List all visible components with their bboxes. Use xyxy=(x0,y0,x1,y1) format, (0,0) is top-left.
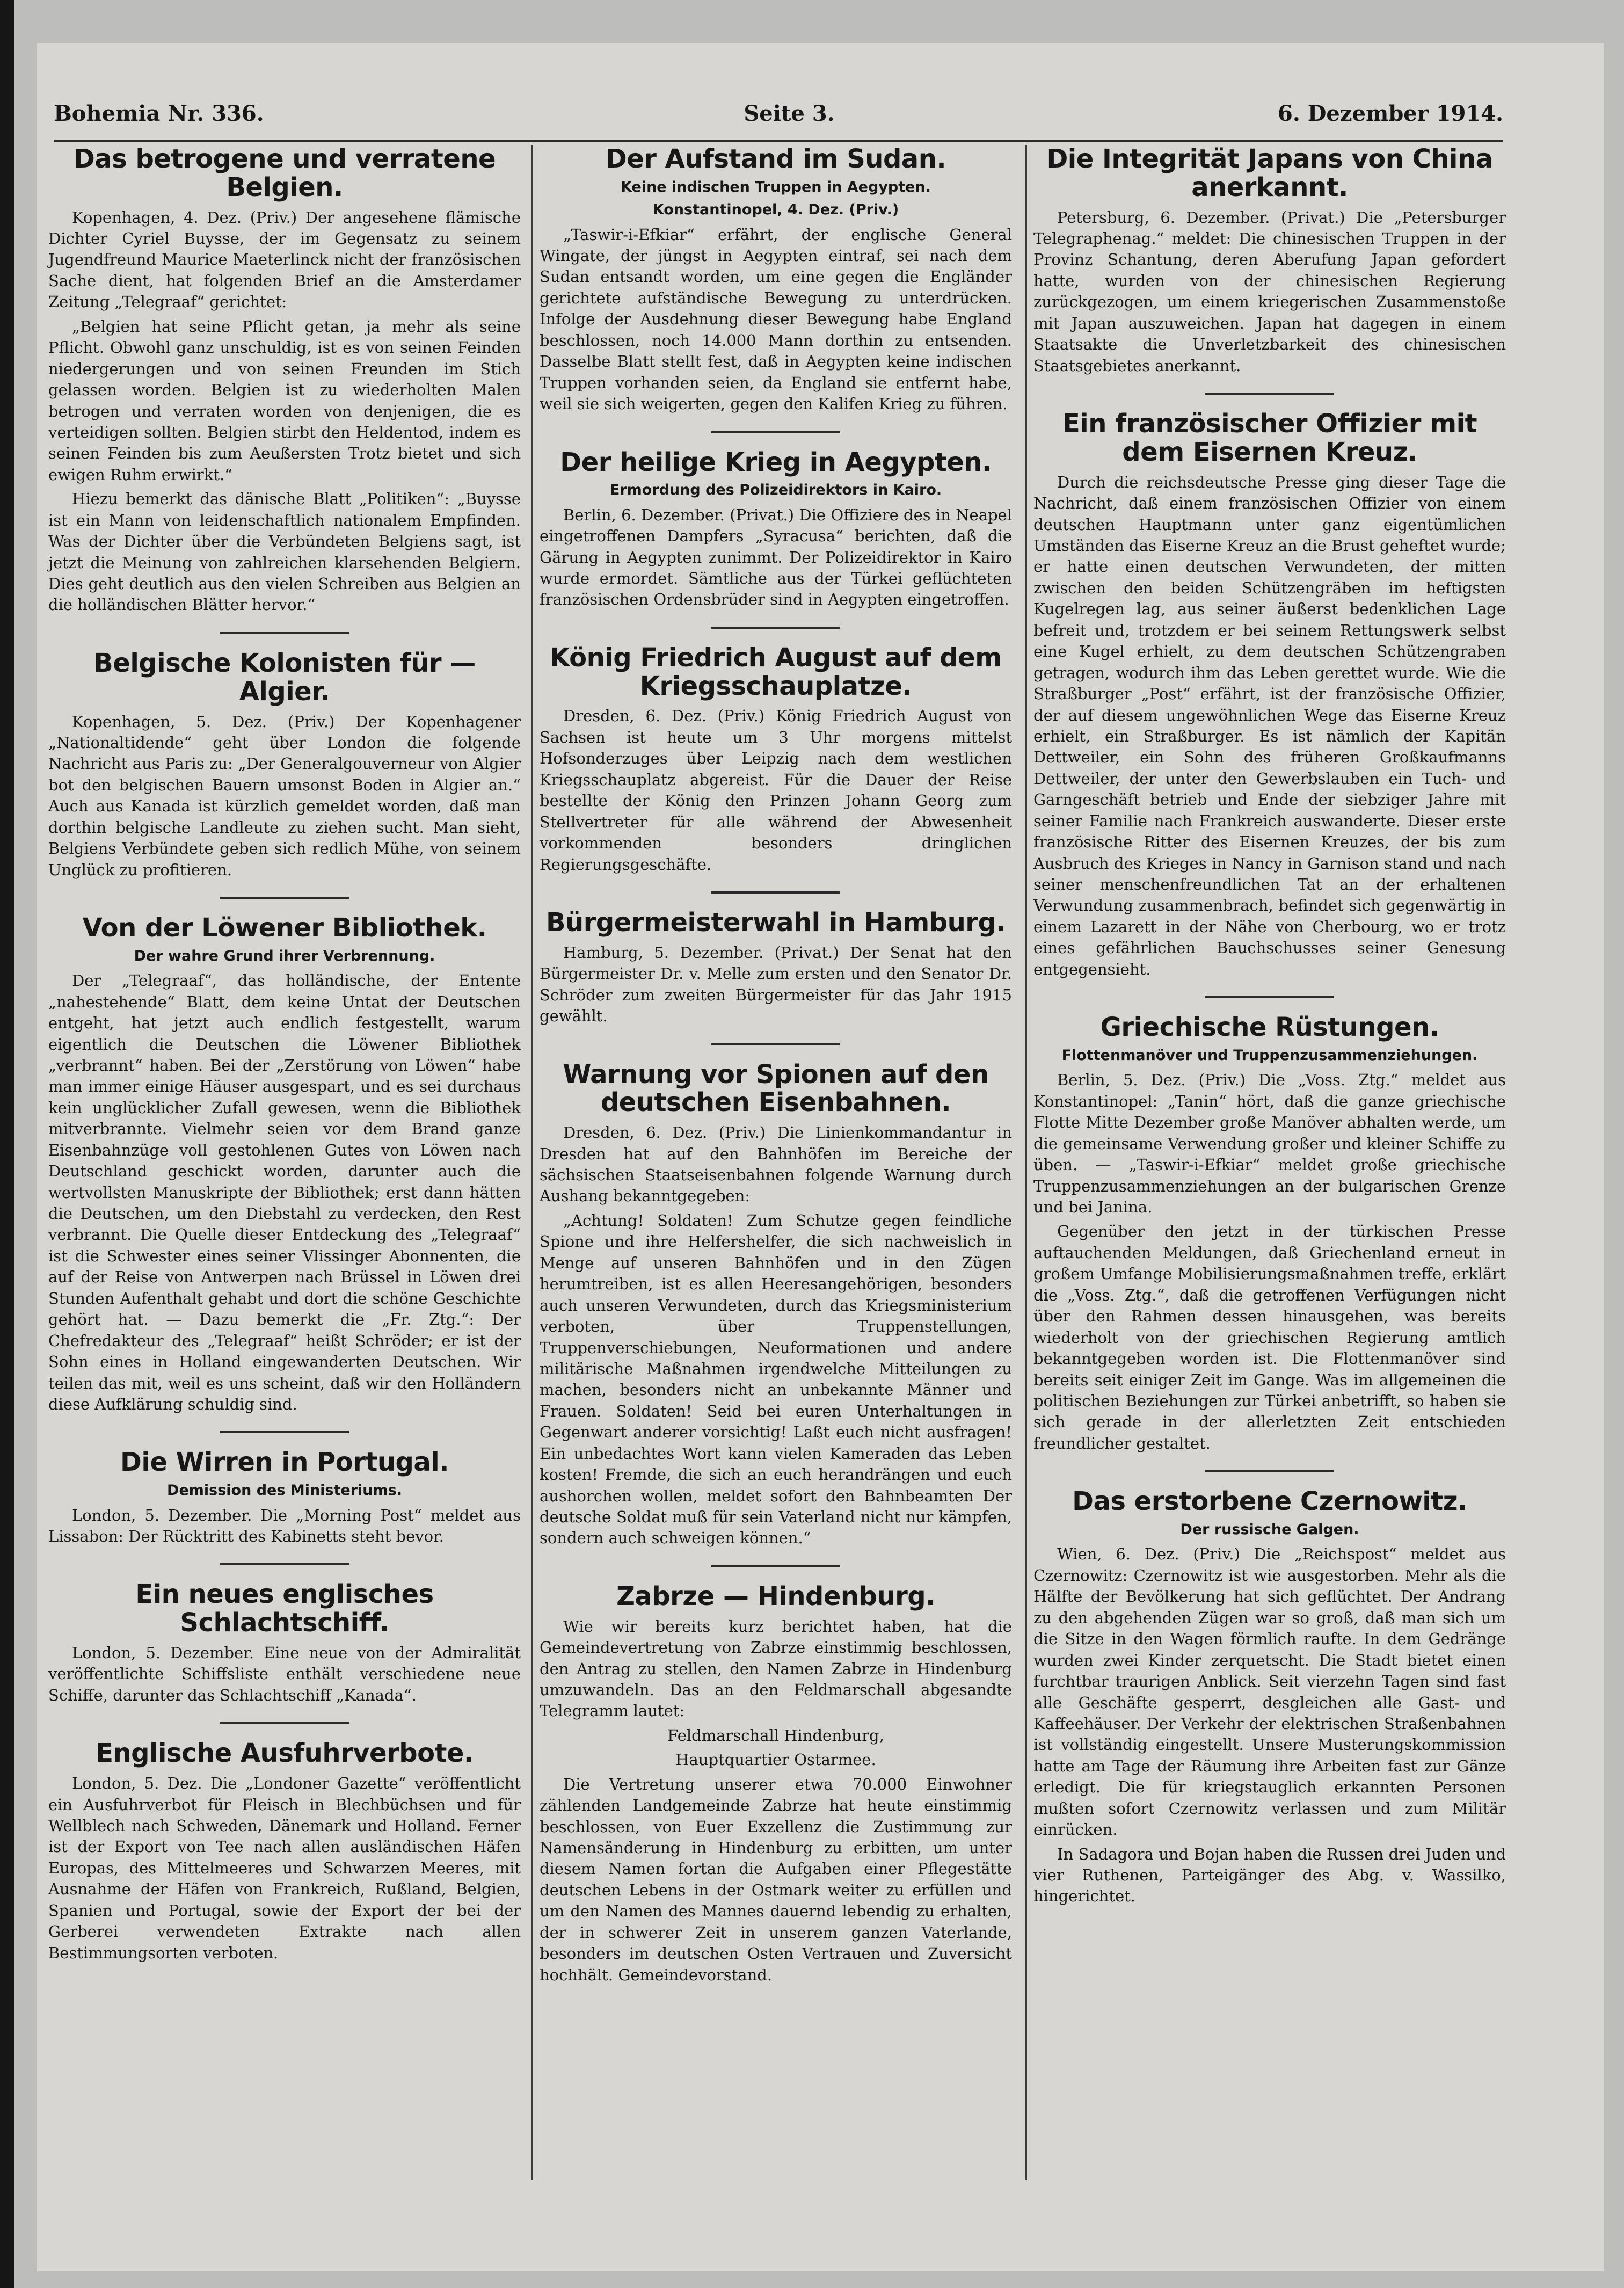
article-paragraph: London, 5. Dezember. Die „Morning Post“ meldet aus Lissabon: Der Rücktritt des Kabinetts steht bevor. xyxy=(48,1506,521,1545)
article-separator xyxy=(220,1563,349,1565)
article-paragraph: Gegenüber den jetzt in der türkischen Presse auftauchenden Meldungen, daß Griechenland erneut in großem Umfange Mobilisierungsmaßnahmen treffe, erklärt die „Voss. Ztg.“, daß die getroffenen Verfügungen nicht über den Rahmen dessen hinausgehen, was bereits wiederholt von der griechischen Regierung amtlich bekanntgegeben worden ist. Die Flottenmanöver sind bereits seit einiger Zeit im Gange. Was im allgemeinen die politischen Beziehungen zur Türkei anbetrifft, so haben sie sich gerade in der allerletzten Zeit entschieden freundlicher gestaltet. xyxy=(1033,1222,1506,1452)
article-title: Das erstorbene Czernowitz. xyxy=(1072,1486,1467,1517)
article-paragraph: Die Vertretung unserer etwa 70.000 Einwohner zählenden Landgemeinde Zabrze hat heute einstimmig beschlossen, von Euer Exzellenz die Zustimmung zur Namensänderung in Hindenburg zu erbitten, um unter diesem Namen fortan die Aufgaben einer Pflegestätte deutschen Lebens in der Ostmark weiter zu erfüllen und um den Namen des Mannes dauernd lebendig zu erhalten, der in schwerer Zeit in unserem ganzen Vaterlande, besonders im deutschen Osten Vertrauen und Zuversicht hochhält. Gemeindevorstand. xyxy=(540,1775,1012,1984)
article-paragraph: Durch die reichsdeutsche Presse ging dieser Tage die Nachricht, daß einem französischen Offizier von einem deutschen Hauptmann unter ganz eigentümlichen Umständen das Eiserne Kreuz an die Brust geheftet wurde; er hatte einen deutschen Verwundeten, der mitten zwischen den beiden Schützengräben im heftigsten Kugelregen lag, aus seiner äußerst bedenklichen Lage befreit und, trotzdem er bei seinem Rettungswerk selbst eine Kugel erhielt, zu dem deutschen Schützengraben getragen, wodurch ihm das Leben gerettet wurde. Wie die Straßburger „Post“ erfährt, ist der französische Offizier, der auf diesem ungewöhnlichen Wege das Eiserne Kreuz erhielt, ein Straßburger. Es ist nämlich der Kapitän Dettweiler, ein Sohn des früheren Großkaufmanns Dettweiler, der unter den Gewerbslauben ein Tuch- und Garngeschäft betrieb und Ende der siebziger Jahre mit seiner Familie nach Frankreich auswanderte. Dieser erste französische Ritter des Eisernen Kreuzes, der bis zum Ausbruch des Krieges in Nancy in Garnison stand und nach seiner menschenfreundlichen Tat an der erhaltenen Verwundung zusammenbrach, befindet sich gegenwärtig in einem Lazarett in der Nähe von Cherbourg, wo er trotz eines gefährlichen Bauchschusses seiner Genesung entgegensieht. xyxy=(1033,473,1506,978)
column-left xyxy=(48,145,521,1980)
article-paragraph: London, 5. Dezember. Eine neue von der Admiralität veröffentlichte Schiffsliste enthält verschiedene neue Schiffe, darunter das Schlachtschiff „Kanada“. xyxy=(48,1644,521,1704)
article-separator xyxy=(220,897,349,899)
article-ausfuhrverbote xyxy=(48,1739,521,1964)
header-page-number: Seite 3. xyxy=(744,101,835,126)
column-middle xyxy=(540,145,1012,2002)
article-separator xyxy=(220,632,349,634)
article-title: Ein französischer Offizier mit dem Eisernen Kreuz. xyxy=(1062,409,1477,467)
article-title: Der heilige Krieg in Aegypten. xyxy=(560,447,992,477)
article-title: Von der Löwener Bibliothek. xyxy=(82,913,487,943)
article-paragraph: Berlin, 5. Dez. (Priv.) Die „Voss. Ztg.“ meldet aus Konstantinopel: „Tanin“ hört, daß die ganze griechische Flotte Mitte Dezember große Manöver abhalten werde, um die gemeinsame Verwendung großer und kleiner Schiffe zu üben. — „Taswir-i-Efkiar“ meldet große griechische Truppenzusammenziehungen an der bulgarischen Grenze und bei Janina. xyxy=(1033,1071,1506,1216)
article-title: Ein neues englisches Schlachtschiff. xyxy=(135,1579,434,1638)
article-separator xyxy=(711,431,840,433)
article-subtitle: Keine indischen Truppen in Aegypten. xyxy=(621,178,931,195)
article-hamburg xyxy=(540,909,1012,1027)
article-paragraph: „Achtung! Soldaten! Zum Schutze gegen feindliche Spione und ihre Helfershelfer, die sich nachweislich in Menge auf unseren Bahnhöfen und in den Zügen herumtreiben, ist es allen Heeresangehörigen, besonders auch unseren Verwundeten, durch das Kriegsministerium verboten, über Truppenstellungen, Truppenverschiebungen, Neuformationen und andere militärische Maßnahmen irgendwelche Mitteilungen zu machen, besonders nicht an unbekannte Männer und Frauen. Soldaten! Seid bei euren Unterhaltungen in Gegenwart anderer vorsichtig! Laßt euch nicht ausfragen! Ein unbedachtes Wort kann vielen Kameraden das Leben kosten! Fremde, die sich an euch herandrängen und euch aushorchen wollen, meldet sofort den Bahnbeamten Der deutsche Soldat muß für sein Vaterland nicht nur kämpfen, sondern auch schweigen können.“ xyxy=(540,1211,1012,1548)
article-title: Die Wirren in Portugal. xyxy=(120,1447,449,1478)
header-date: 6. Dezember 1914. xyxy=(1278,101,1503,126)
header-paper-number: Bohemia Nr. 336. xyxy=(54,101,264,126)
article-kolonisten xyxy=(48,649,521,881)
article-paragraph: London, 5. Dez. Die „Londoner Gazette“ veröffentlicht ein Ausfuhrverbot für Fleisch in Blechbüchsen und für Wellblech nach Schweden, Dänemark und Holland. Ferner ist der Export von Tee nach allen ausländischen Häfen Europas, des Mittelmeeres und Schwarzen Meeres, mit Ausnahme der Häfen von Frankreich, Rußland, Belgien, Spanien und Portugal, sowie der Export der bei der Gerberei verwendeten Extrakte nach allen Bestimmungsorten verboten. xyxy=(48,1774,521,1962)
article-separator xyxy=(711,1043,840,1045)
article-paragraph: „Belgien hat seine Pflicht getan, ja mehr als seine Pflicht. Obwohl ganz unschuldig, ist es von seinen Feinden niedergerungen und von seinen Freunden im Stich gelassen worden. Belgien ist zu wiederholten Malen betrogen und verraten worden von denjenigen, die es verteidigen sollten. Belgien stirbt den Heldentod, indem es seinen Feinden bis zum Aeußersten Trotz bietet und sich ewigen Ruhm erwirkt.“ xyxy=(48,317,521,484)
article-paragraph: Kopenhagen, 4. Dez. (Priv.) Der angesehene flämische Dichter Cyriel Buysse, der im Gegensatz zu seinem Jugendfreund Maurice Maeterlinck nicht der französischen Sache dient, hat folgenden Brief an die Amsterdamer Zeitung „Telegraaf“ gerichtet: xyxy=(48,208,521,311)
article-koenig xyxy=(540,644,1012,875)
article-separator xyxy=(711,627,840,629)
article-title: Griechische Rüstungen. xyxy=(1100,1012,1439,1043)
article-zabrze xyxy=(540,1582,1012,1986)
telegram-address: Feldmarschall Hindenburg, xyxy=(667,1726,884,1745)
article-paragraph: Der „Telegraaf“, das holländische, der Entente „nahestehende“ Blatt, dem keine Untat der Deutschen entgeht, hat jetzt auch endlich festgestellt, warum eigentlich die Deutschen die Löwener Bibliothek „verbrannt“ haben. Bei der „Zerstörung von Löwen“ habe man immer einige Häuser ausgespart, und es sei durchaus kein unglücklicher Zufall gewesen, wenn die Bibliothek mitverbrannte. Vielmehr seien vor dem Brand ganze Eisenbahnzüge voll gestohlenen Gutes von Löwen nach Deutschland geschickt worden, darunter auch die wertvollsten Manuskripte der Bibliothek; erst dann hätten die Deutschen, um den Diebstahl zu verdecken, den Rest verbrannt. Die Quelle dieser Entdeckung des „Telegraaf“ ist die Schwester eines seiner Vlissinger Abonnenten, die auf der Reise von Antwerpen nach Brüssel in Löwen drei Stunden Aufenthalt gehabt und dort die schöne Geschichte gehört hat. — Dazu bemerkt die „Fr. Ztg.“: Der Chefredakteur des „Telegraaf“ heißt Schröder; er ist der Sohn eines in Holland eingewanderten Deutschen. Wir teilen das mit, weil es uns scheint, daß wir den Holländern diese Aufklärung schuldig sind. xyxy=(48,971,521,1413)
article-separator xyxy=(711,891,840,894)
article-title: Der Aufstand im Sudan. xyxy=(605,144,946,174)
article-spionen xyxy=(540,1061,1012,1549)
article-offizier xyxy=(1033,410,1506,980)
article-bibliothek xyxy=(48,914,521,1415)
article-czernowitz xyxy=(1033,1487,1506,1907)
article-paragraph: Petersburg, 6. Dezember. (Privat.) Die „Petersburger Telegraphenag.“ meldet: Die chinesischen Truppen in der Provinz Schantung, deren Aberufung Japan gefordert hatte, wurden von der chinesischen Regierung zurückgezogen, um einem kriegerischen Zusammenstoße mit Japan auszuweichen. Japan hat dagegen in einem Staatsakte die Unverletzbarkeit des chinesischen Staatsgebietes anerkannt. xyxy=(1033,208,1506,375)
article-griechisch xyxy=(1033,1013,1506,1454)
article-separator xyxy=(1205,1470,1334,1472)
article-title: Englische Ausfuhrverbote. xyxy=(96,1738,474,1769)
column-right xyxy=(1033,145,1506,1923)
article-schlachtschiff xyxy=(48,1580,521,1706)
article-heiliger-krieg xyxy=(540,448,1012,611)
article-paragraph: Dresden, 6. Dez. (Priv.) König Friedrich August von Sachsen ist heute um 3 Uhr morgens mittelst Hofsonderzuges über Leipzig nach dem westlichen Kriegsschauplatz abgereist. Für die Dauer der Reise bestellte der König den Prinzen Johann Georg zum Stellvertreter für alle während der Abwesenheit vorkommenden besonders dringlichen Regierungsgeschäfte. xyxy=(540,707,1012,874)
article-paragraph: Wien, 6. Dez. (Priv.) Die „Reichspost“ meldet aus Czernowitz: Czernowitz ist wie ausgestorben. Mehr als die Hälfte der Bevölkerung hat sich geflüchtet. Der Andrang zu den abgehenden Zügen war so groß, daß man sich um die Sitze in den Wagen förmlich raufte. In dem Gedränge wurden zwei Kinder zerquetscht. Die Stadt bietet einen furchtbar traurigen Anblick. Seit vierzehn Tagen sind fast alle Geschäfte gesperrt, desgleichen alle Gast- und Kaffeehäuser. Der Verkehr der elektrischen Straßenbahnen ist vollständig eingestellt. Unsere Musterungskommission hatte am Tage der Räumung ihre Arbeiten fast zur Gänze erledigt. Die für kriegstauglich erkannten Personen mußten sofort Czernowitz verlassen und zum Militär einrücken. xyxy=(1033,1545,1506,1839)
article-title: Bürgermeisterwahl in Hamburg. xyxy=(545,907,1006,938)
article-paragraph: Hamburg, 5. Dezember. (Privat.) Der Senat hat den Bürgermeister Dr. v. Melle zum ersten und den Senator Dr. Schröder zum zweiten Bürgermeister für das Jahr 1915 gewählt. xyxy=(540,943,1012,1026)
page-header xyxy=(54,91,1503,142)
article-subtitle: Ermordung des Polizeidirektors in Kairo. xyxy=(609,482,942,499)
article-title: Belgische Kolonisten für — Algier. xyxy=(93,648,476,707)
article-separator xyxy=(220,1722,349,1724)
article-paragraph: Kopenhagen, 5. Dez. (Priv.) Der Kopenhagener „Nationaltidende“ geht über London die folgende Nachricht aus Paris zu: „Der Generalgouverneur von Algier bot den belgischen Bauern umsonst Boden in Algier an.“ Auch aus Kanada ist kürzlich gemeldet worden, daß man dorthin belgische Landleute zu ziehen sucht. Man sieht, Belgiens Verbündete geben sich redlich Mühe, von seinem Unglück zu profitieren. xyxy=(48,712,521,879)
article-subtitle: Der wahre Grund ihrer Verbrennung. xyxy=(134,947,435,964)
article-title: Zabrze — Hindenburg. xyxy=(616,1581,935,1611)
article-dateline: Konstantinopel, 4. Dez. (Priv.) xyxy=(652,201,899,219)
article-japan xyxy=(1033,145,1506,376)
article-subtitle: Demission des Ministeriums. xyxy=(167,1482,402,1499)
article-paragraph: „Taswir-i-Efkiar“ erfährt, der englische General Wingate, der jüngst in Aegypten eintraf, sei nach dem Sudan entsandt worden, um eine gegen die Engländer gerichtete aufständische Bewegung zu unterdrücken. Infolge der Ausdehnung dieser Bewegung habe England beschlossen, noch 14.000 Mann dorthin zu entsenden. Dasselbe Blatt stellt fest, daß in Aegypten keine indischen Truppen vorhanden seien, da England sie entfernt habe, weil sie sich weigerten, gegen den Kalifen Krieg zu führen. xyxy=(540,225,1012,413)
telegram-address: Hauptquartier Ostarmee. xyxy=(675,1750,876,1769)
page-binding-edge xyxy=(0,0,14,2288)
article-subtitle: Flottenmanöver und Truppenzusammenziehungen. xyxy=(1061,1047,1478,1064)
article-paragraph: Dresden, 6. Dez. (Priv.) Die Linienkommandantur in Dresden hat auf den Bahnhöfen im Bereiche der sächsischen Staatseisenbahnen folgende Warnung durch Aushang bekanntgegeben: xyxy=(540,1123,1012,1205)
column-divider xyxy=(531,145,533,2180)
article-sudan xyxy=(540,145,1012,415)
article-title: Warnung vor Spionen auf den deutschen Eisenbahnen. xyxy=(563,1059,989,1118)
article-separator xyxy=(711,1565,840,1567)
column-divider xyxy=(1025,145,1027,2180)
article-paragraph: In Sadagora und Bojan haben die Russen drei Juden und vier Ruthenen, Parteigänger des Abg. v. Wassilko, hingerichtet. xyxy=(1033,1844,1506,1906)
article-belgien xyxy=(48,145,521,616)
article-separator xyxy=(1205,996,1334,998)
article-separator xyxy=(1205,393,1334,395)
article-title: König Friedrich August auf dem Kriegsschauplatze. xyxy=(550,642,1002,701)
article-portugal xyxy=(48,1448,521,1547)
article-paragraph: Hiezu bemerkt das dänische Blatt „Politiken“: „Buysse ist ein Mann von leidenschaftlich nationalem Empfinden. Was der Dichter über die Verbündeten Belgiens sagt, ist jetzt die Meinung von zahlreichen klarsehenden Belgiern. Dies geht deutlich aus den vielen Schreiben aus Belgien an die holländischen Blätter hervor.“ xyxy=(48,490,521,614)
article-separator xyxy=(220,1431,349,1433)
article-subtitle: Der russische Galgen. xyxy=(1180,1521,1359,1538)
article-title: Das betrogene und verratene Belgien. xyxy=(73,144,496,202)
article-title: Die Integrität Japans von China anerkannt. xyxy=(1046,144,1493,202)
article-paragraph: Wie wir bereits kurz berichtet haben, hat die Gemeindevertretung von Zabrze einstimmig beschlossen, den Antrag zu stellen, den Namen Zabrze in Hindenburg umzuwandeln. Das an den Feldmarschall abgesandte Telegramm lautet: xyxy=(540,1617,1012,1720)
article-paragraph: Berlin, 6. Dezember. (Privat.) Die Offiziere des in Neapel eingetroffenen Dampfers „Syracusa“ berichten, daß die Gärung in Aegypten zunimmt. Der Polizeidirektor in Kairo wurde ermordet. Sämtliche aus der Türkei geflüchteten französischen Ordensbrüder sind in Aegypten eingetroffen. xyxy=(540,505,1012,609)
